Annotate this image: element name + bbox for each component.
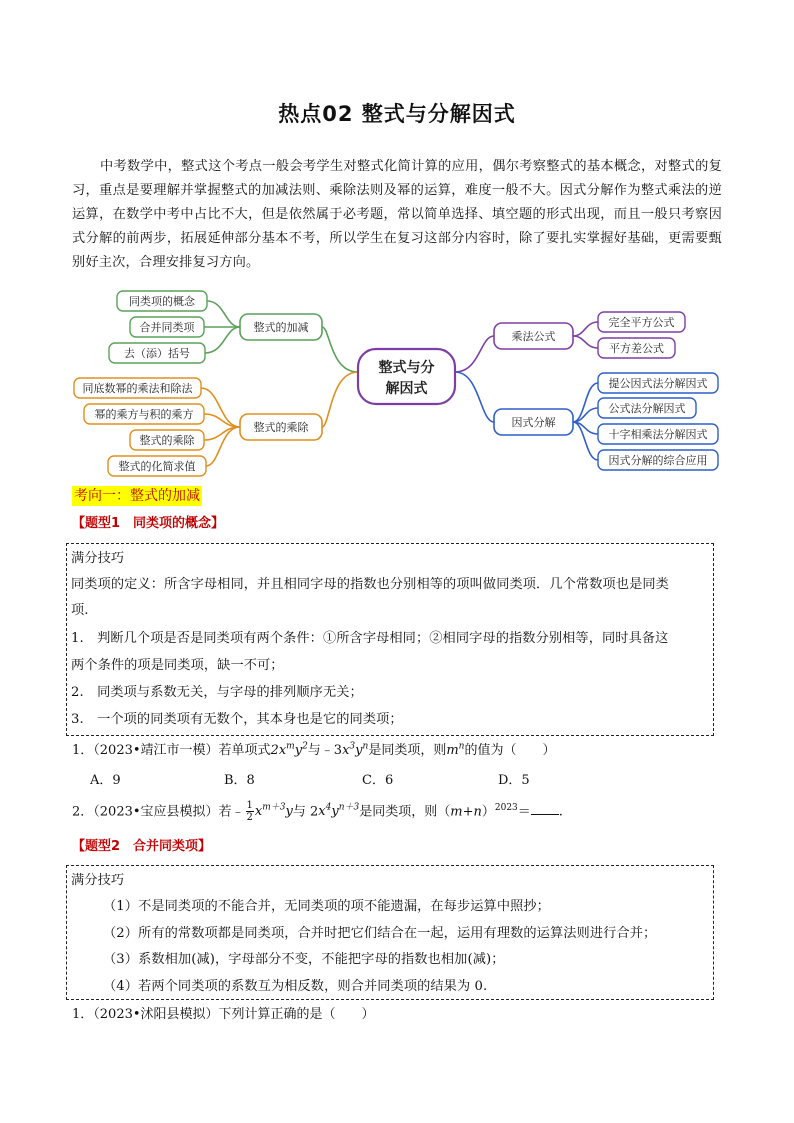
node-rb-item-1-label: 公式法分解因式	[608, 402, 686, 415]
node-rt-item-1-label: 平方差公式	[609, 342, 664, 355]
option-b[interactable]: B．8	[224, 773, 255, 788]
node-right-top-label: 乘法公式	[511, 330, 556, 343]
tips-box-2	[66, 865, 714, 1000]
question-2-1: 1．（2023•沭阳县模拟）下列计算正确的是（ ）	[72, 1007, 375, 1022]
tips-box-1-line: 2. 同类项与系数无关，与字母的排列顺序无关；	[71, 685, 363, 700]
node-rb-item-0-label: 提公因式法分解因式	[608, 377, 708, 390]
question-type-1-label: 【题型1 同类项的概念】	[72, 516, 225, 531]
node-lt-item-0-label: 同类项的概念	[129, 295, 195, 308]
tips-box-2-line: （2）所有的常数项都是同类项，合并时把它们结合在一起，运用有理数的运算法则进行合并；	[103, 926, 657, 941]
node-lt-item-2-label: 去（添）括号	[124, 347, 190, 360]
tips-box-2-line: （4）若两个同类项的系数互为相反数，则合并同类项的结果为 0.	[103, 979, 488, 994]
mind-map-center-line1: 整式与分	[378, 360, 435, 376]
question-1-1: 1．（2023•靖江市一模）若单项式$2x^my^2$与$﹣3x^3y^n$是同类项，则$m^n$的值为（ ）	[72, 741, 556, 758]
tips-box-2-title: 满分技巧	[71, 873, 125, 888]
node-rb-item-2-label: 十字相乘法分解因式	[608, 428, 708, 441]
fraction: $\frac{1}{2}$	[246, 800, 253, 824]
tips-box-1-line: 3. 一个项的同类项有无数个，其本身也是它的同类项；	[71, 712, 403, 727]
node-lb-item-3-label: 整式的化简求值	[118, 460, 196, 473]
option-d[interactable]: D．5	[498, 773, 530, 788]
node-lt-item-1-label: 合并同类项	[139, 321, 195, 334]
direction-heading: 考向一：整式的加减	[74, 488, 200, 504]
node-lb-item-0-label: 同底数幂的乘法和除法	[82, 382, 193, 395]
node-left-bottom-label: 整式的乘除	[253, 421, 309, 434]
tips-box-1-line: 项.	[71, 603, 89, 618]
tips-box-1-line: 1. 判断几个项是否是同类项有两个条件：①所含字母相同；②相同字母的指数分别相等，同时具备这	[71, 631, 669, 646]
question-1-2: 2．（2023•宝应县模拟）若﹣ $\frac{1}{2}$ $x^{m+3}y$与 $2x^4y^{n+3}$是同类项，则$(m+n)^{2023}=$ .	[72, 800, 563, 824]
question-type-2-label: 【题型2 合并同类项】	[72, 839, 212, 854]
node-lb-item-1-label: 幂的乘方与积的乘方	[94, 408, 194, 421]
page-title: 热点02 整式与分解因式	[278, 102, 516, 126]
tips-box-1-title: 满分技巧	[71, 551, 125, 566]
tips-box-1-line: 两个条件的项是同类项，缺一不可；	[71, 658, 284, 673]
node-left-top-label: 整式的加减	[253, 321, 309, 334]
tips-box-1	[66, 543, 714, 736]
option-c[interactable]: C．6	[362, 773, 394, 788]
node-right-bottom-label: 因式分解	[511, 416, 556, 429]
node-lb-item-2-label: 整式的乘除	[139, 434, 195, 447]
tips-box-2-line: （3）系数相加(减)，字母部分不变，不能把字母的指数也相加(减)；	[103, 952, 505, 967]
tips-box-1-line: 同类项的定义：所含字母相同，并且相同字母的指数也分别相等的项叫做同类项．几个常数项也是同类	[71, 577, 669, 592]
intro-paragraph: 中考数学中，整式这个考点一般会考学生对整式化简计算的应用，偶尔考察整式的基本概念，对整式的复习，重点是要理解并掌握整式的加减法则、乘除法则及幂的运算，难度一般不大。因式分解作为整式乘法的逆运算，在数学中考中占比不大，但是依然属于必考题，常以简单选择、填空题的形式出现，而且一般只考察因式分解的前两步，拓展延伸部分基本不考，所以学生在复习这部分内容时，除了要扎实掌握好基础，更需要甄别好主次，合理安排复习方向。	[72, 159, 722, 270]
node-rt-item-0-label: 完全平方公式	[608, 316, 675, 329]
mind-map-center-line2: 解因式	[385, 381, 428, 397]
tips-box-2-line: （1）不是同类项的不能合并，无同类项的项不能遗漏，在每步运算中照抄；	[103, 899, 550, 914]
option-a[interactable]: A．9	[90, 773, 121, 788]
node-rb-item-3-label: 因式分解的综合应用	[608, 454, 708, 467]
answer-blank[interactable]	[531, 802, 559, 815]
